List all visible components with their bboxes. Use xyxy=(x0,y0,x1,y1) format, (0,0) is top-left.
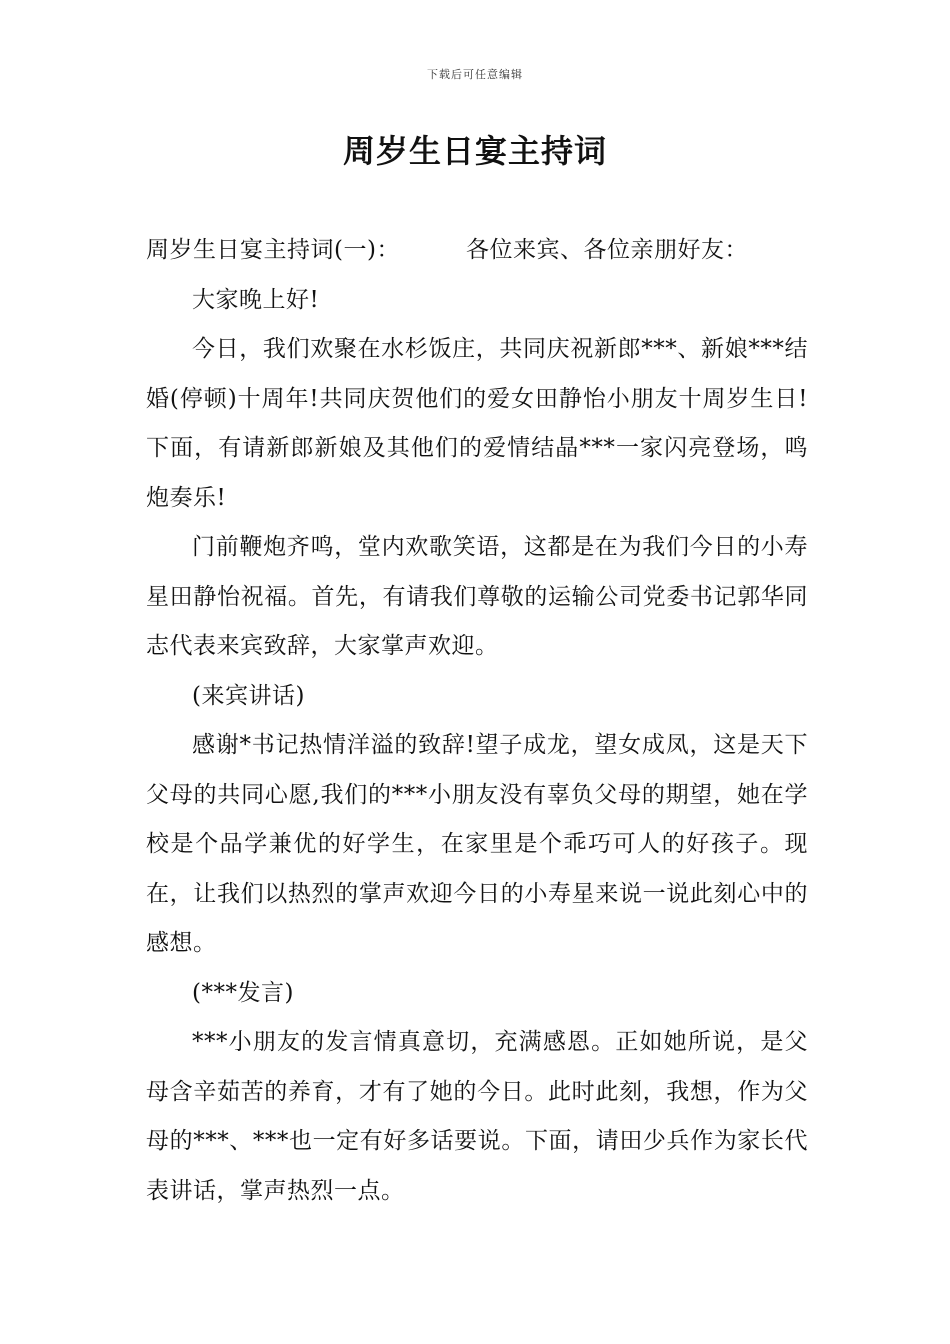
paragraph-greeting: 大家晚上好! xyxy=(192,286,320,313)
paragraph-guest-speech: (来宾讲话) xyxy=(192,682,305,709)
intro-greeting: 各位来宾、各位亲朋好友： xyxy=(465,237,748,263)
intro-label: 周岁生日宴主持词(一)： xyxy=(146,237,400,263)
paragraph-child-speech: (***发言) xyxy=(192,979,294,1006)
page-title: 周岁生日宴主持词 xyxy=(342,132,607,170)
header-note: 下载后可任意编辑 xyxy=(427,68,523,81)
paragraph-parents: ***小朋友的发言情真意切，充满感恩。正如她所说，是父母含辛茹苦的养育，才有了她的今日。此时此刻，我想，作为父母的***、***也一定有好多话要说。下面，请田少兵作为家长代表讲话，掌声热烈一点。 xyxy=(146,1029,808,1204)
document-body xyxy=(146,226,808,1216)
intro-line xyxy=(146,226,808,276)
paragraph-thanks: 感谢*书记热情洋溢的致辞!望子成龙，望女成凤，这是天下父母的共同心愿,我们的***小朋友没有辜负父母的期望，她在学校是个品学兼优的好学生，在家里是个乖巧可人的好孩子。现在，让我们以热烈的掌声欢迎今日的小寿星来说一说此刻心中的感想。 xyxy=(146,732,808,956)
paragraph-guest-invite: 门前鞭炮齐鸣，堂内欢歌笑语，这都是在为我们今日的小寿星田静怡祝福。首先，有请我们尊敬的运输公司党委书记郭华同志代表来宾致辞，大家掌声欢迎。 xyxy=(146,534,808,659)
paragraph-opening: 今日，我们欢聚在水杉饭庄，共同庆祝新郎***、新娘***结婚(停顿)十周年!共同庆贺他们的爱女田静怡小朋友十周岁生日!下面，有请新郎新娘及其他们的爱情结晶***一家闪亮登场，鸣炮奏乐! xyxy=(146,336,808,511)
